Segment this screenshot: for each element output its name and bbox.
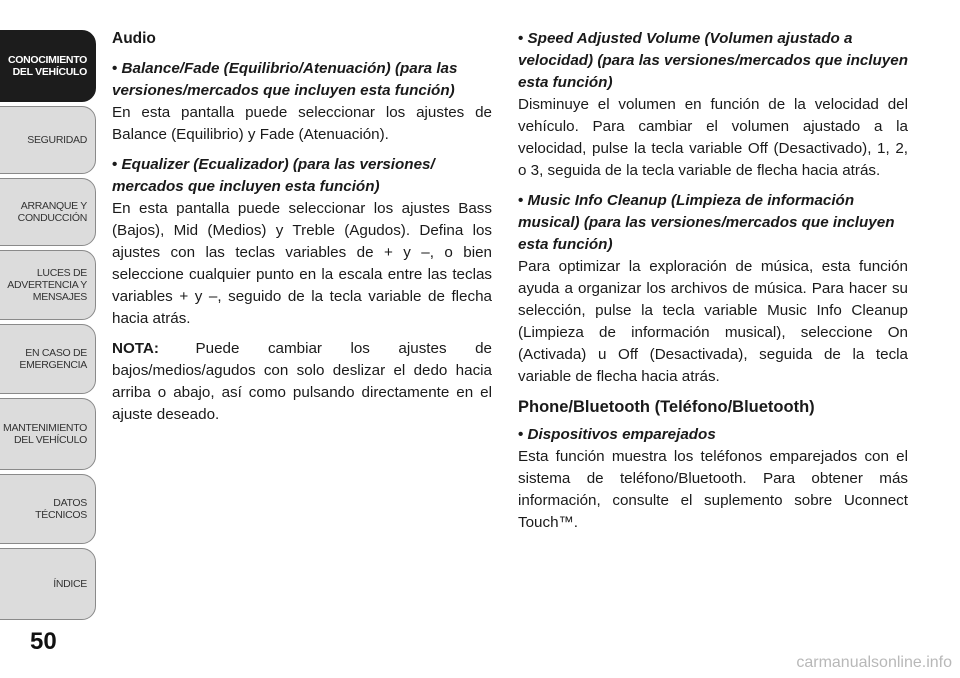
right-column	[518, 28, 908, 542]
tab-indice[interactable]: ÍNDICE	[0, 548, 96, 620]
bullet-title: • Dispositivos emparejados	[518, 424, 908, 446]
paragraph: Para optimizar la exploración de música, esta función ayuda a organizar los archivos de música. Para hacer su selección, pulse la tecla variable Music Info Cleanup (Limpieza de información musical), seleccione On (Activada) u Off (Desactivada), seguida de la tecla variable de flecha hacia atrás.	[518, 258, 908, 385]
tab-conocimiento[interactable]: CONOCIMIENTO DEL VEHÍCULO	[0, 30, 96, 102]
tab-arranque[interactable]: ARRANQUE Y CONDUCCIÓN	[0, 178, 96, 246]
bullet-title: • Balance/Fade (Equilibrio/Atenuación) (para las versiones/mercados que incluyen esta función)	[112, 58, 492, 102]
note-label: NOTA:	[112, 340, 159, 357]
bullet-title: • Speed Adjusted Volume (Volumen ajustado a velocidad) (para las versiones/mercados que incluyen esta función)	[518, 28, 908, 94]
tab-seguridad[interactable]: SEGURIDAD	[0, 106, 96, 174]
watermark: carmanualsonline.info	[796, 654, 952, 671]
section-heading-audio: Audio	[112, 30, 156, 47]
bullet-title: • Equalizer (Ecualizador) (para las versiones/ mercados que incluyen esta función)	[112, 154, 492, 198]
bullet-title: • Music Info Cleanup (Limpieza de información musical) (para las versiones/mercados que incluyen esta función)	[518, 190, 908, 256]
paragraph: Disminuye el volumen en función de la velocidad del vehículo. Para cambiar el volumen ajustado a la velocidad, pulse la tecla variable Off (Desactivado), 1, 2, o 3, seguida de la tecla variable de flecha hacia atrás.	[518, 96, 908, 179]
left-column	[112, 28, 492, 434]
paragraph: En esta pantalla puede seleccionar los ajustes de Balance (Equilibrio) y Fade (Atenuación).	[112, 104, 492, 143]
paragraph: Esta función muestra los teléfonos emparejados con el sistema de teléfono/Bluetooth. Para obtener más información, consulte el suplemento sobre Uconnect Touch™.	[518, 448, 908, 531]
paragraph: En esta pantalla puede seleccionar los ajustes Bass (Bajos), Mid (Medios) y Treble (Agudos). Defina los ajustes con las teclas variables de + y –, o bien seleccione cualquier punto en la escala entre las teclas variables + y –, seguido de la tecla variable de flecha hacia atrás.	[112, 200, 492, 327]
section-heading-phone: Phone/Bluetooth (Teléfono/Bluetooth)	[518, 398, 815, 416]
tab-luces[interactable]: LUCES DE ADVERTENCIA Y MENSAJES	[0, 250, 96, 320]
note	[112, 338, 492, 426]
tab-datos[interactable]: DATOS TÉCNICOS	[0, 474, 96, 544]
tab-mantenimiento[interactable]: MANTENIMIENTO DEL VEHÍCULO	[0, 398, 96, 470]
note-text: Puede cambiar los ajustes de bajos/medios/agudos con solo deslizar el dedo hacia arriba o abajo, así como pulsando directamente en el ajuste deseado.	[112, 340, 492, 423]
tab-emergencia[interactable]: EN CASO DE EMERGENCIA	[0, 324, 96, 394]
page-number: 50	[30, 628, 57, 655]
